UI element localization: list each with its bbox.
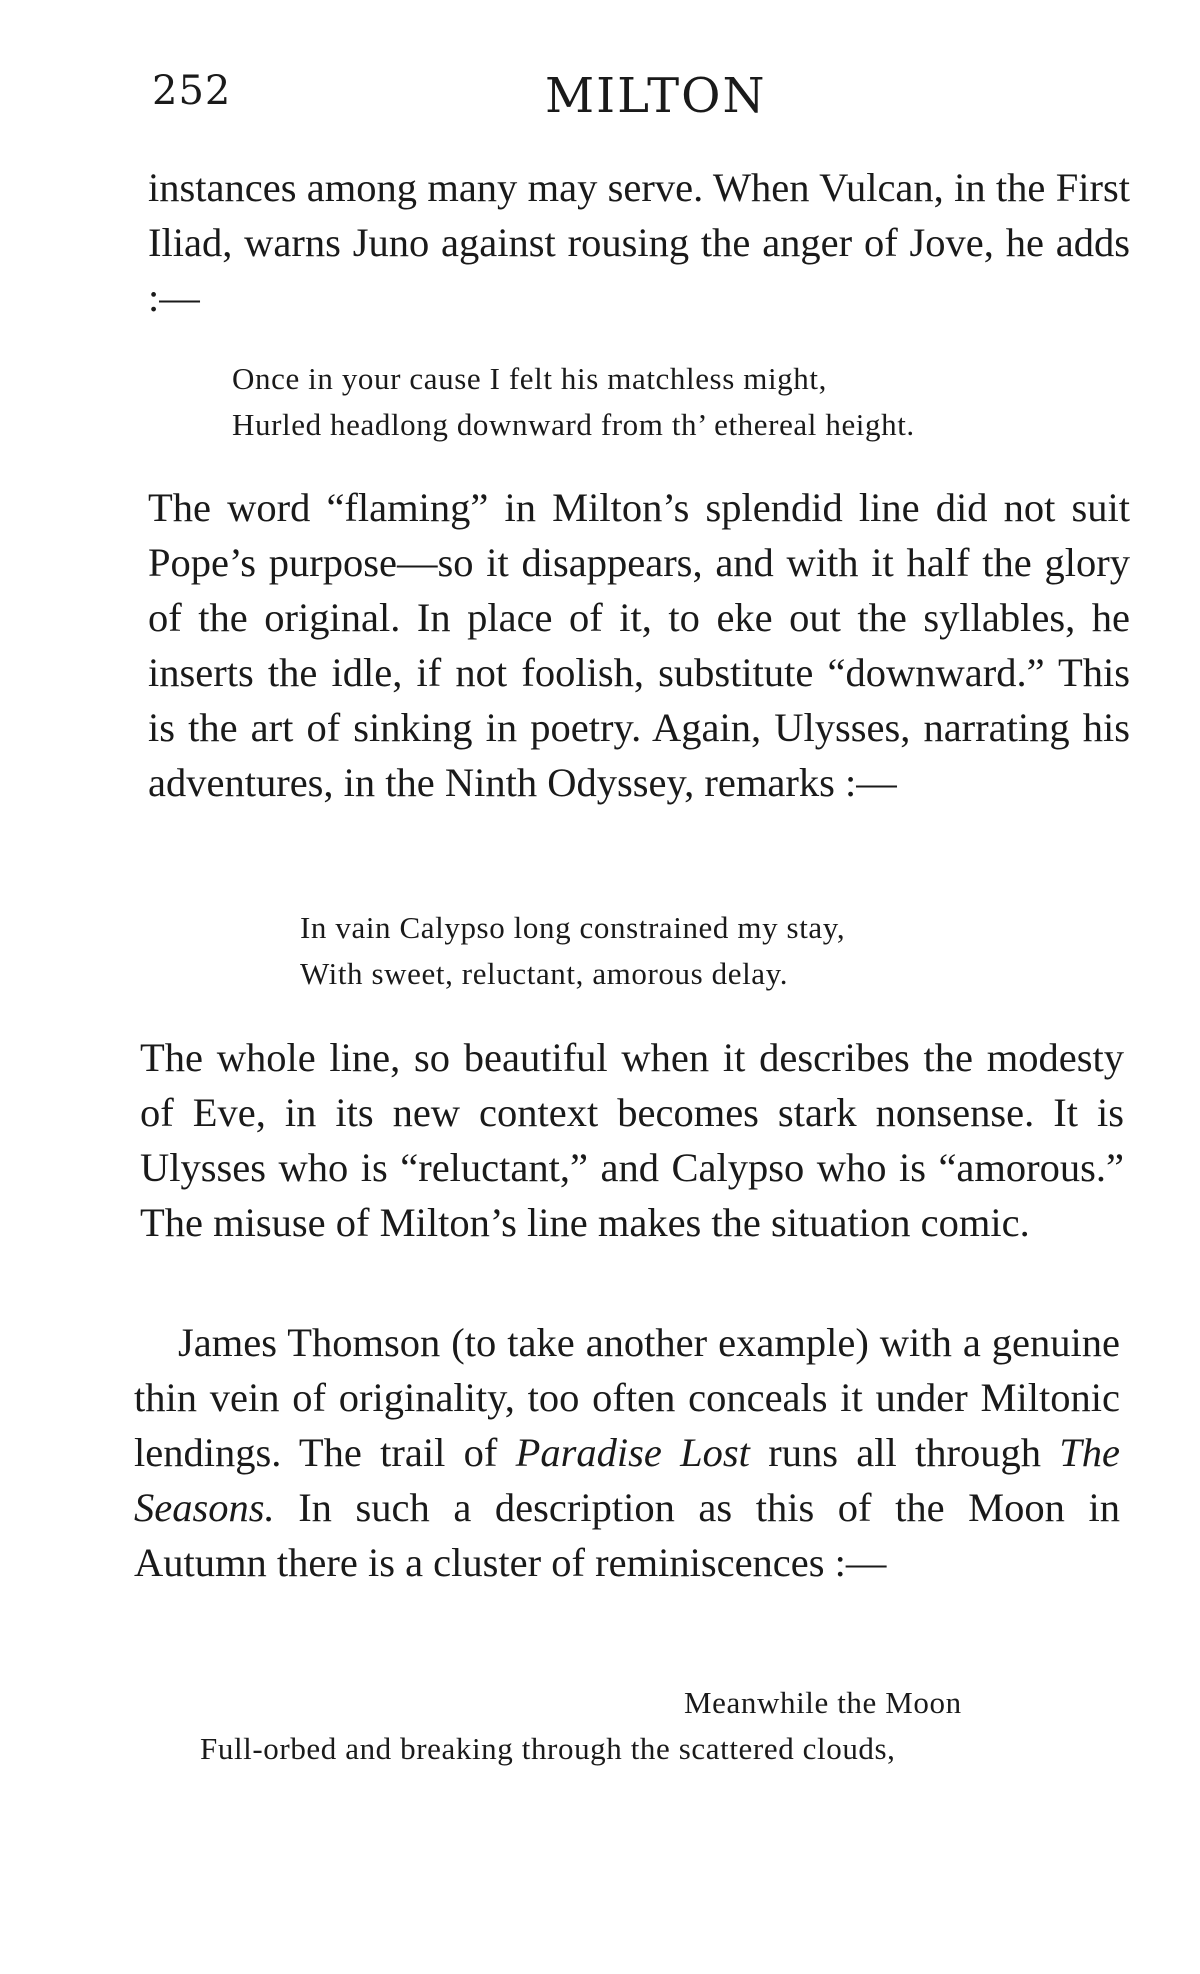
paragraph-flaming: The word “flaming” in Milton’s splendid line did not suit Pope’s purpose—so it disappears, and with it half the glory of the original. In place of it, to eke out the syllables, he inserts the idle, if not foolish, substitute “downward.” This is the art of sinking in poetry. Again, Ulysses, narrating his adventures, in the Ninth Odyssey, remarks :— xyxy=(148,485,1130,805)
running-title: MILTON xyxy=(545,68,767,124)
verse-line: Meanwhile the Moon xyxy=(684,1685,962,1720)
verse-line: Once in your cause I felt his matchless might, xyxy=(232,361,827,396)
paragraph-whole-line: The whole line, so beautiful when it describes the modesty of Eve, in its new context becomes stark nonsense. It is Ulysses who is “reluctant,” and Calypso who is “amorous.” The misuse of Milton’s line makes the situation comic. xyxy=(140,1035,1124,1245)
paragraph-text: runs all through xyxy=(749,1430,1060,1475)
verse-quote-thomson xyxy=(200,1680,1060,1772)
paragraph-vulcan: instances among many may serve. When Vulcan, in the First Iliad, warns Juno against rousing the anger of Jove, he adds :— xyxy=(148,165,1130,320)
verse-line: Full-orbed and breaking through the scattered clouds, xyxy=(200,1731,896,1766)
book-title-paradise-lost: Paradise Lost xyxy=(515,1430,750,1475)
page-header xyxy=(0,68,1200,128)
paragraph-text: In such a description as this of the Moon in Autumn there is a cluster of reminiscences :— xyxy=(134,1485,1120,1585)
verse-line: In vain Calypso long constrained my stay, xyxy=(300,910,846,945)
verse-quote-odyssey xyxy=(300,905,845,997)
page-number: 252 xyxy=(152,68,232,114)
verse-quote-iliad xyxy=(232,356,915,448)
verse-line: With sweet, reluctant, amorous delay. xyxy=(300,956,789,991)
paragraph-text: James Thomson (to take another example) with a genuine thin vein of originality, too often conceals it under Miltonic lendings. The trail of xyxy=(134,1320,1120,1475)
verse-line: Hurled headlong downward from th’ ethereal height. xyxy=(232,407,915,442)
paragraph-thomson xyxy=(134,1315,1120,1590)
book-title-the-seasons: The Seasons. xyxy=(134,1430,1121,1530)
